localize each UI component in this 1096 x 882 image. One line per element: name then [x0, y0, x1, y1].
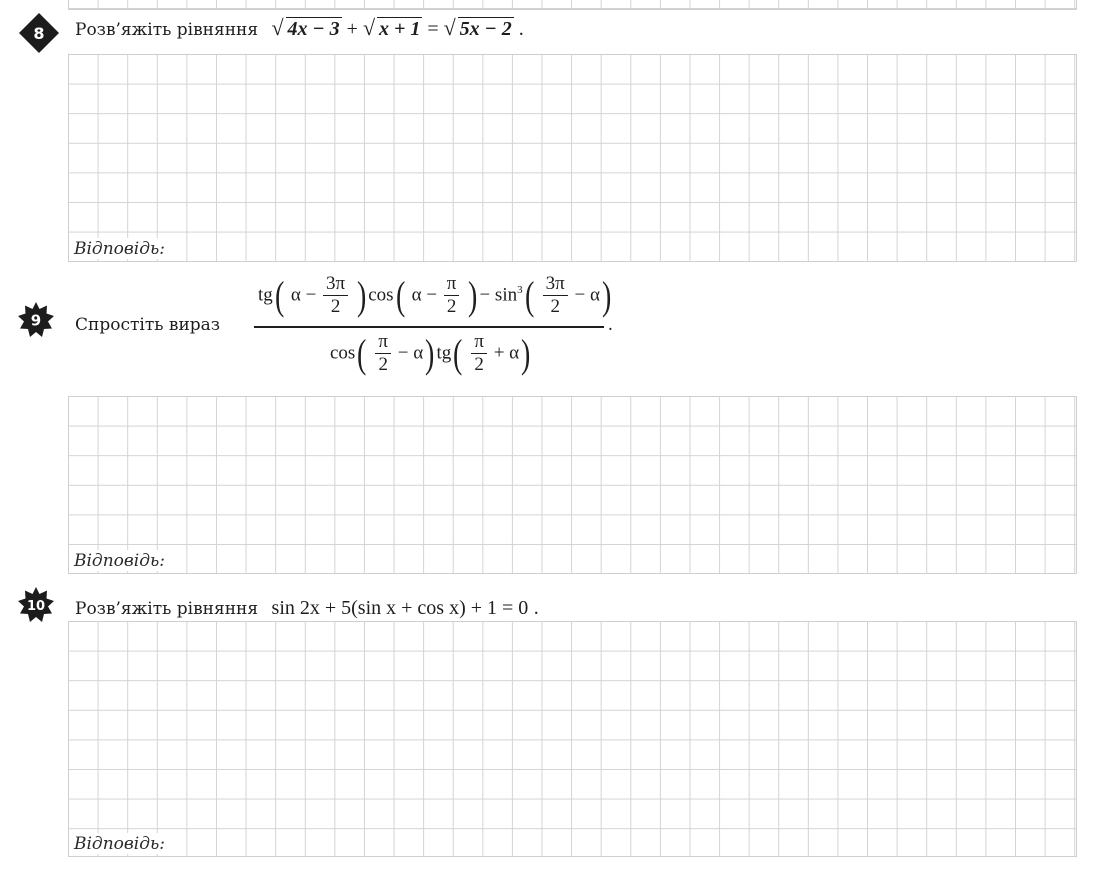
task-9-prompt: Спростіть вираз — [75, 315, 221, 335]
task-10-number: 10 — [26, 599, 46, 614]
fraction-pi-2-den-b: $\frac{\pi}{2}$ — [471, 332, 487, 376]
task-8-statement — [75, 15, 524, 41]
task-10-prompt: Розв’яжіть рівняння — [75, 599, 259, 619]
task-10-star-badge — [18, 587, 54, 623]
task-9-denominator: cos( $\frac{\pi}{2}$ − α) tg( $\frac{\pi}{2}$ + α) — [330, 330, 531, 376]
plus-alpha: + α — [493, 342, 520, 364]
sqrt-term-2-arg: x + 1 — [378, 18, 421, 40]
fraction-pi-2-den: $\frac{\pi}{2}$ — [375, 332, 391, 376]
minus-alpha-den: − α — [397, 342, 424, 364]
period: . — [518, 18, 524, 40]
alpha-minus-2: α − — [411, 284, 438, 306]
tg-func: tg — [258, 284, 273, 306]
previous-grid-bottom — [68, 0, 1077, 10]
cos-func: cos — [368, 284, 394, 306]
equals-sign: = — [427, 18, 439, 40]
sqrt-term-1-arg: 4x − 3 — [287, 18, 340, 40]
minus-alpha: − α — [574, 284, 600, 306]
task-9-answer-label: Відповідь: — [74, 551, 165, 571]
cube-exponent: 3 — [517, 283, 523, 296]
minus-sin: − sin — [479, 284, 518, 306]
task-8-number: 8 — [33, 24, 45, 43]
task-10-statement — [75, 597, 539, 620]
sqrt-term-3: √ 5x − 2 — [443, 15, 512, 40]
fraction-3pi-2: $\frac{3\pi}{2}$ — [323, 274, 348, 318]
task-9-star-badge — [18, 302, 54, 338]
task-9-answer-grid[interactable] — [68, 396, 1077, 574]
task-10-equation: sin 2x + 5(sin x + cos x) + 1 = 0 — [271, 597, 529, 619]
task-10-answer-label: Відповідь: — [74, 834, 165, 854]
task-9-fraction-bar — [254, 326, 604, 328]
sqrt-term-3-arg: 5x − 2 — [459, 18, 512, 40]
task-9-period: . — [608, 314, 613, 335]
tg-func-den: tg — [436, 342, 452, 364]
task-8-prompt: Розв’яжіть рівняння — [75, 20, 259, 40]
task-8-answer-grid[interactable] — [68, 54, 1077, 262]
fraction-pi-2: $\frac{\pi}{2}$ — [444, 274, 460, 318]
task-8-answer-label: Відповідь: — [74, 239, 165, 259]
task-8-diamond-badge — [18, 12, 60, 54]
sqrt-term-1: √ 4x − 3 — [271, 15, 340, 40]
fraction-3pi-2-b: $\frac{3\pi}{2}$ — [543, 274, 568, 318]
task-10-answer-grid[interactable] — [68, 621, 1077, 857]
cos-func-den: cos — [330, 342, 356, 364]
alpha-minus: α − — [290, 284, 317, 306]
sqrt-term-2: √ x + 1 — [362, 15, 421, 40]
task-10-period: . — [533, 597, 539, 619]
plus-sign: + — [346, 18, 358, 40]
task-9-number: 9 — [30, 311, 42, 330]
task-9-numerator: tg( α − $\frac{3\pi}{2}$ ) cos( α − $\frac{\pi}{2}$ ) − $\sin^3$( $\frac{3\pi}{2}$ − α) — [258, 272, 612, 318]
